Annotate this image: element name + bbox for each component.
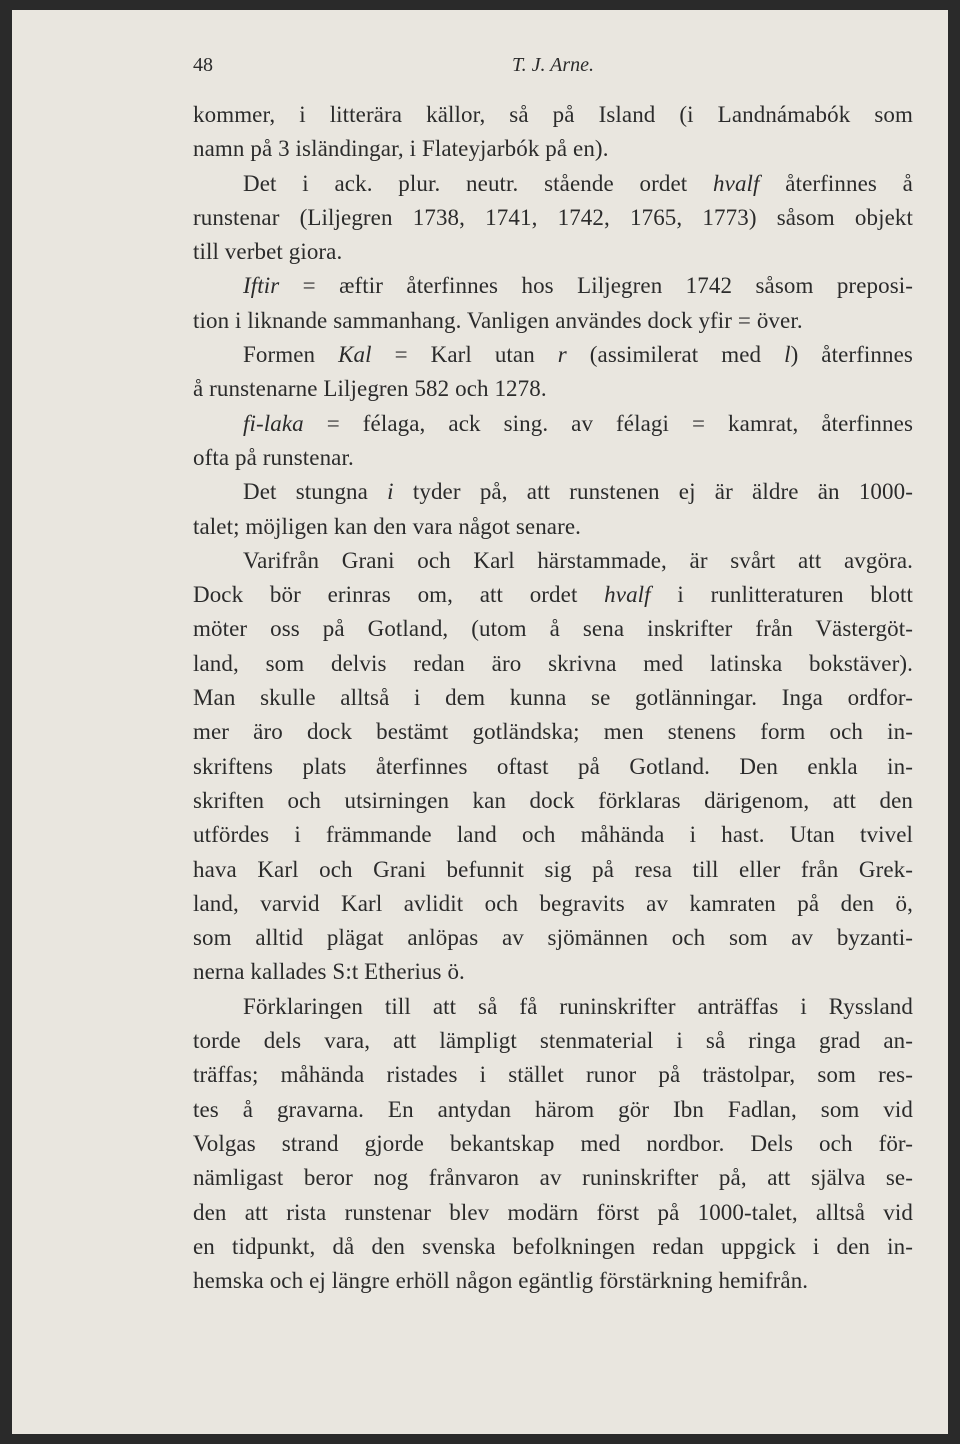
text-run: den att rista runstenar blev modärn först på 1000-talet, alltså vid: [193, 1199, 913, 1225]
text-run: Formen: [243, 342, 339, 368]
text-run: = Karl utan: [371, 342, 558, 368]
text-line: [193, 1196, 913, 1230]
text-run: som alltid plägat anlöpas av sjömännen och som av byzanti-: [193, 925, 913, 951]
text-line: [193, 818, 913, 852]
text-line: [193, 784, 913, 818]
text-run: träffas; måhända ristades i stället runor på trästolpar, som res-: [193, 1062, 913, 1088]
text-run: land, varvid Karl avlidit och begravits av kamraten på den ö,: [193, 890, 913, 916]
text-run: namn på 3 isländingar, i Flateyjarbók på en).: [193, 136, 609, 162]
italic-term: Kal: [338, 342, 372, 368]
text-line: [193, 372, 913, 406]
text-run: Dock bör erinras om, att ordet: [193, 582, 605, 608]
text-line: [193, 132, 913, 166]
text-run: utfördes i främmande land och måhända i hast. Utan tvivel: [193, 822, 913, 848]
text-run: nerna kallades S:t Etherius ö.: [193, 959, 465, 985]
text-line: [193, 612, 913, 646]
text-line: [193, 475, 913, 509]
text-line: [193, 681, 913, 715]
text-run: till verbet giora.: [193, 239, 343, 265]
text-run: nämligast beror nog frånvaron av runinskrifter på, att själva se-: [193, 1165, 913, 1191]
italic-term: hvalf: [604, 582, 651, 608]
text-line: [193, 715, 913, 749]
text-line: [193, 407, 913, 441]
text-run: (assimilerat med: [566, 342, 785, 368]
text-run: möter oss på Gotland, (utom å sena inskrifter från Västergöt-: [193, 616, 913, 642]
italic-term: l: [784, 342, 791, 368]
text-line: [193, 750, 913, 784]
text-run: i runlitteraturen blott: [650, 582, 913, 608]
text-line: [193, 338, 913, 372]
running-head: T. J. Arne.: [511, 54, 595, 76]
text-line: [193, 887, 913, 921]
text-run: tion i liknande sammanhang. Vanligen användes dock yfir = över.: [193, 307, 803, 333]
text-run: Man skulle alltså i dem kunna se gotlänningar. Inga ordfor-: [193, 685, 913, 711]
text-run: skriften och utsirningen kan dock förklaras därigenom, att den: [193, 787, 913, 813]
text-run: ) återfinnes: [790, 342, 913, 368]
text-run: en tidpunkt, då den svenska befolkningen redan uppgick i den in-: [193, 1233, 913, 1259]
text-line: [193, 1127, 913, 1161]
italic-term: hvalf: [713, 170, 760, 196]
text-run: tes å gravarna. En antydan härom gör Ibn Fadlan, som vid: [193, 1096, 913, 1122]
text-line: [193, 235, 913, 269]
text-run: = félaga, ack sing. av félagi = kamrat, återfinnes: [303, 410, 913, 436]
text-run: ofta på runstenar.: [193, 444, 354, 470]
page-number: 48: [193, 54, 213, 76]
text-line: [193, 853, 913, 887]
text-line: [193, 921, 913, 955]
italic-term: i: [387, 479, 394, 505]
text-line: [193, 1058, 913, 1092]
italic-term: Iftir: [243, 273, 280, 299]
text-line: [193, 167, 913, 201]
text-run: hemska och ej längre erhöll någon egäntlig förstärkning hemifrån.: [193, 1268, 809, 1294]
italic-term: r: [557, 342, 567, 368]
page: [12, 10, 948, 1434]
text-line: [193, 1230, 913, 1264]
text-line: [193, 201, 913, 235]
text-run: runstenar (Liljegren 1738, 1741, 1742, 1765, 1773) såsom objekt: [193, 204, 913, 230]
text-line: [193, 1264, 913, 1298]
page-header: [193, 54, 913, 84]
text-run: återfinnes å: [759, 170, 913, 196]
text-run: mer äro dock bestämt gotländska; men stenens form och in-: [193, 719, 913, 745]
text-line: [193, 544, 913, 578]
text-run: talet; möjligen kan den vara något senare.: [193, 513, 582, 539]
text-line: [193, 304, 913, 338]
text-run: = æftir återfinnes hos Liljegren 1742 såsom preposi-: [279, 273, 913, 299]
text-line: [193, 1161, 913, 1195]
text-line: [193, 441, 913, 475]
text-run: land, som delvis redan äro skrivna med latinska bokstäver).: [193, 650, 913, 676]
text-line: [193, 1093, 913, 1127]
text-line: [193, 990, 913, 1024]
text-line: [193, 98, 913, 132]
text-run: skriftens plats återfinnes oftast på Gotland. Den enkla in-: [193, 753, 913, 779]
italic-term: fi-laka: [243, 410, 304, 436]
text-line: [193, 578, 913, 612]
text-run: Volgas strand gjorde bekantskap med nordbor. Dels och för-: [193, 1130, 913, 1156]
text-run: Det i ack. plur. neutr. stående ordet: [243, 170, 714, 196]
text-run: tyder på, att runstenen ej är äldre än 1000-: [393, 479, 913, 505]
text-run: Varifrån Grani och Karl härstammade, är svårt att avgöra.: [243, 547, 913, 573]
text-line: [193, 1024, 913, 1058]
text-run: å runstenarne Liljegren 582 och 1278.: [193, 376, 547, 402]
text-run: hava Karl och Grani befunnit sig på resa till eller från Grek-: [193, 856, 913, 882]
text-run: kommer, i litterära källor, så på Island (i Landnámabók som: [193, 102, 913, 127]
text-line: [193, 647, 913, 681]
text-line: [193, 510, 913, 544]
text-run: Det stungna: [243, 479, 388, 505]
text-run: torde dels vara, att lämpligt stenmaterial i så ringa grad an-: [193, 1028, 913, 1054]
body-text: [193, 98, 913, 1298]
text-line: [193, 269, 913, 303]
text-run: Förklaringen till att så få runinskrifter anträffas i Ryssland: [243, 993, 913, 1019]
text-line: [193, 955, 913, 989]
